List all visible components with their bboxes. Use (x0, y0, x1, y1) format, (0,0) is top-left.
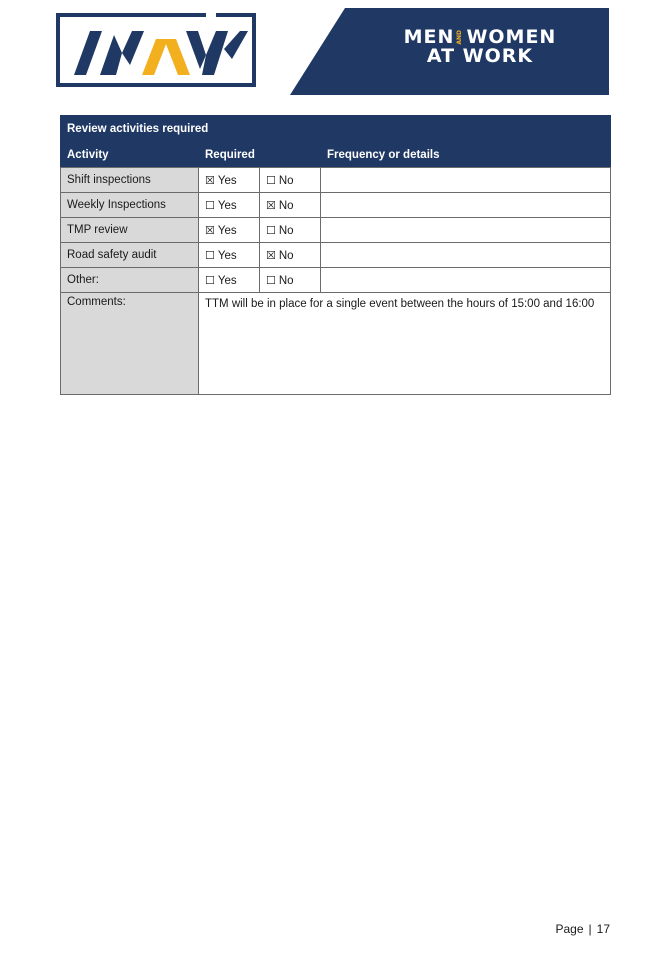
activity-cell: Other: (61, 268, 199, 293)
banner-women: WOMEN (466, 26, 557, 48)
yes-label: Yes (217, 224, 237, 237)
activity-cell: Weekly Inspections (61, 193, 199, 218)
yes-label: Yes (217, 249, 237, 262)
yes-option[interactable] (199, 193, 260, 218)
checkbox-empty-icon[interactable]: ☐ (266, 223, 276, 237)
header-banner (290, 8, 609, 95)
banner-title (360, 28, 600, 66)
yes-option[interactable] (199, 243, 260, 268)
maw-logo-mark (56, 13, 256, 87)
table-row (61, 218, 611, 243)
no-option[interactable] (260, 168, 321, 193)
comments-row (61, 293, 611, 395)
page-footer (555, 922, 610, 936)
no-option[interactable] (260, 243, 321, 268)
checkbox-empty-icon[interactable]: ☐ (266, 273, 276, 287)
details-cell (321, 168, 611, 193)
table-header-row (61, 143, 611, 168)
yes-option[interactable] (199, 168, 260, 193)
yes-label: Yes (217, 274, 237, 287)
activity-cell: Shift inspections (61, 168, 199, 193)
page-label: Page (555, 922, 584, 936)
table-title: Review activities required (61, 116, 611, 143)
no-option[interactable] (260, 268, 321, 293)
no-label: No (278, 174, 294, 187)
yes-option[interactable] (199, 268, 260, 293)
details-cell (321, 218, 611, 243)
header-required: Required (199, 143, 321, 168)
checkbox-empty-icon[interactable]: ☐ (266, 173, 276, 187)
header-activity: Activity (61, 143, 199, 168)
banner-and: AND (456, 30, 464, 45)
no-option[interactable] (260, 218, 321, 243)
checkbox-checked-icon[interactable]: ☒ (205, 173, 215, 187)
header-frequency: Frequency or details (321, 143, 611, 168)
yes-label: Yes (217, 174, 237, 187)
checkbox-checked-icon[interactable]: ☒ (205, 223, 215, 237)
checkbox-empty-icon[interactable]: ☐ (205, 248, 215, 262)
table-row (61, 168, 611, 193)
checkbox-checked-icon[interactable]: ☒ (266, 198, 276, 212)
maw-logo (56, 13, 256, 87)
page-separator: | (588, 922, 592, 936)
yes-label: Yes (217, 199, 237, 212)
no-label: No (278, 249, 294, 262)
no-label: No (278, 199, 294, 212)
no-option[interactable] (260, 193, 321, 218)
checkbox-checked-icon[interactable]: ☒ (266, 248, 276, 262)
comments-text (199, 293, 611, 395)
comments-body: TTM will be in place for a single event between the hours of 15:00 and 16:00 (205, 298, 595, 310)
activity-cell: Road safety audit (61, 243, 199, 268)
table-title-row (61, 116, 611, 143)
table-row (61, 193, 611, 218)
no-label: No (278, 224, 294, 237)
banner-men: MEN (403, 26, 455, 48)
no-label: No (278, 274, 294, 287)
banner-at-work: AT WORK (426, 45, 534, 67)
details-cell (321, 243, 611, 268)
details-cell (321, 193, 611, 218)
details-cell (321, 268, 611, 293)
review-activities-table (60, 115, 611, 395)
checkbox-empty-icon[interactable]: ☐ (205, 198, 215, 212)
checkbox-empty-icon[interactable]: ☐ (205, 273, 215, 287)
page-number: 17 (596, 922, 610, 936)
activity-cell: TMP review (61, 218, 199, 243)
table-row (61, 268, 611, 293)
comments-label: Comments: (61, 293, 199, 395)
table-row (61, 243, 611, 268)
yes-option[interactable] (199, 218, 260, 243)
